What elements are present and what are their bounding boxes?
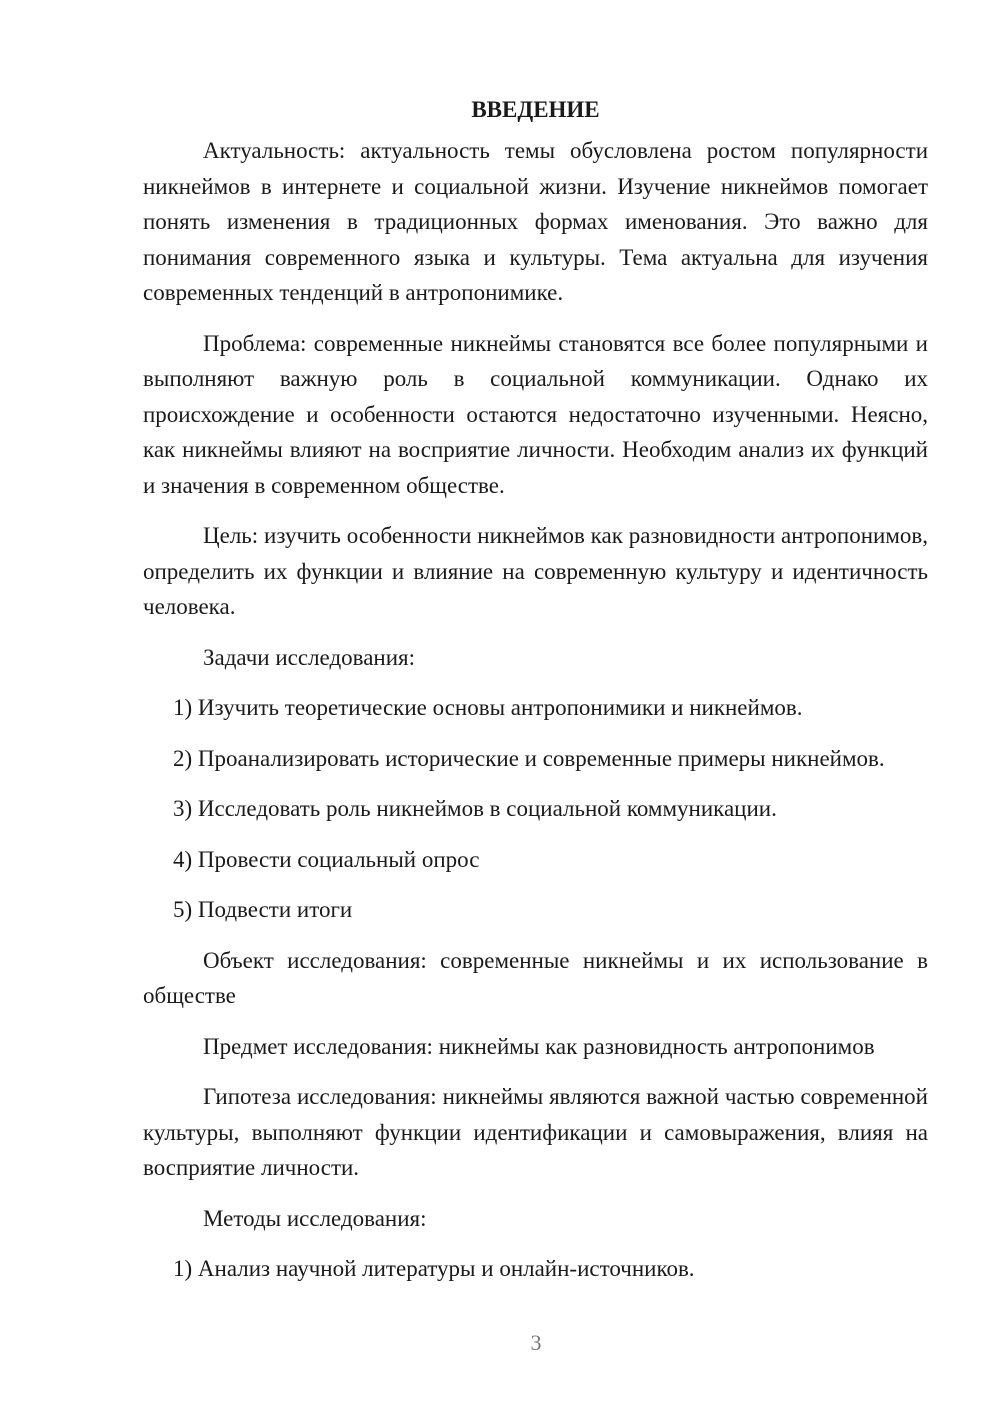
page-number: 3 [530, 1330, 542, 1355]
paragraph-object: Объект исследования: современные никнеймы и их использование в обществе [143, 947, 928, 1008]
paragraph-relevance: Актуальность: актуальность темы обусловлена ростом популярности никнеймов в интернете и социальной жизни. Изучение никнеймов помогает понять изменения в традиционных формах именования. Это важно для понимания современного языка и культуры. Тема актуальна для изучения современных тенденций в антропонимике. [143, 138, 928, 305]
paragraph-subject: Предмет исследования: никнеймы как разновидность антропонимов [203, 1033, 875, 1059]
paragraph-methods-heading: Методы исследования: [203, 1205, 427, 1231]
task-item-5: 5) Подвести итоги [173, 897, 353, 922]
paragraph-tasks-heading: Задачи исследования: [203, 644, 416, 670]
task-item-3: 3) Исследовать роль никнеймов в социальной коммуникации. [173, 796, 777, 821]
paragraph-problem: Проблема: современные никнеймы становятся все более популярными и выполняют важную роль в социальной коммуникации. Однако их происхождение и особенности остаются недостаточно изученными. Неясно, как никнеймы влияют на восприятие личности. Необходим анализ их функций и значения в современном обществе. [143, 330, 928, 498]
paragraph-goal: Цель: изучить особенности никнеймов как разновидности антропонимов, определить их функции и влияние на современную культуру и идентичность человека. [143, 523, 928, 619]
task-item-1: 1) Изучить теоретические основы антропонимики и никнеймов. [173, 695, 803, 720]
paragraph-hypothesis: Гипотеза исследования: никнеймы являются важной частью современной культуры, выполняют функции идентификации и самовыражения, влияя на восприятие личности. [143, 1084, 928, 1180]
method-item-1: 1) Анализ научной литературы и онлайн-источников. [173, 1256, 695, 1281]
document-page [143, 92, 928, 1287]
task-item-4: 4) Провести социальный опрос [173, 846, 480, 872]
section-title: ВВЕДЕНИЕ [471, 97, 600, 122]
task-item-2: 2) Проанализировать исторические и современные примеры никнеймов. [173, 745, 885, 771]
